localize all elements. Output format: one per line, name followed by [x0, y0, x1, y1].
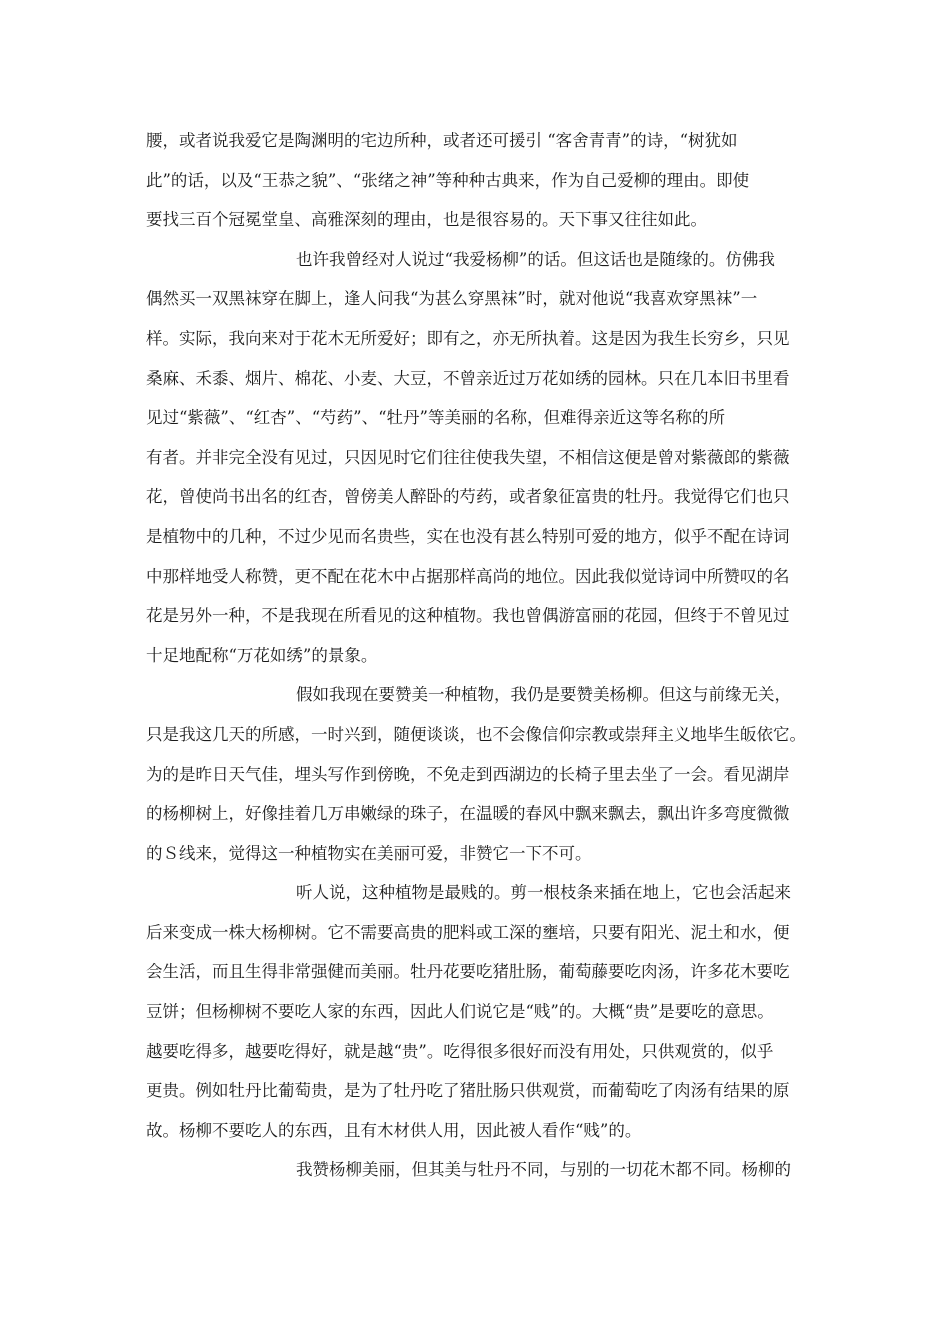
text-line: 会生活，而且生得非常强健而美丽。牡丹花要吃猪肚肠，葡萄藤要吃肉汤，许多花木要吃 [146, 962, 790, 982]
text-line: 的Ｓ线来，觉得这一种植物实在美丽可爱，非赞它一下不可。 [146, 843, 592, 863]
text-line: 要找三百个冠冕堂皇、高雅深刻的理由，也是很容易的。天下事又往往如此。 [146, 210, 707, 230]
text-line: 越要吃得多，越要吃得好，就是越“贵”。吃得很多很好而没有用处，只供观赏的，似乎 [146, 1041, 774, 1061]
text-line: 中那样地受人称赞，更不配在花木中占据那样高尚的地位。因此我似觉诗词中所赞叹的名 [146, 566, 790, 586]
text-line: 我赞杨柳美丽，但其美与牡丹不同，与别的一切花木都不同。杨柳的 [296, 1160, 791, 1180]
text-line: 偶然买一双黑袜穿在脚上，逢人问我“为甚么穿黑袜”时，就对他说“我喜欢穿黑袜”一 [146, 289, 758, 309]
text-line: 花，曾使尚书出名的红杏，曾傍美人醉卧的芍药，或者象征富贵的牡丹。我觉得它们也只 [146, 487, 790, 507]
text-line: 的杨柳树上，好像挂着几万串嫩绿的珠子，在温暖的春风中飘来飘去，飘出许多弯度微微 [146, 804, 790, 824]
text-line: 也许我曾经对人说过“我爱杨柳”的话。但这话也是随缘的。仿佛我 [296, 249, 775, 269]
body-text [146, 121, 818, 1190]
text-line: 样。实际，我向来对于花木无所爱好；即有之，亦无所执着。这是因为我生长穷乡，只见 [146, 328, 790, 348]
text-line: 腰，或者说我爱它是陶渊明的宅边所种，或者还可援引 “客舍青青”的诗，“树犹如 [146, 131, 738, 150]
text-line: 花是另外一种，不是我现在所看见的这种植物。我也曾偶游富丽的花园，但终于不曾见过 [146, 606, 790, 626]
text-line: 听人说，这种植物是最贱的。剪一根枝条来插在地上，它也会活起来 [296, 883, 791, 903]
text-line: 有者。并非完全没有见过，只因见时它们往往使我失望，不相信这便是曾对紫薇郎的紫薇 [146, 447, 790, 467]
text-line: 桑麻、禾黍、烟片、棉花、小麦、大豆，不曾亲近过万花如绣的园林。只在几本旧书里看 [146, 368, 790, 388]
text-line: 十足地配称“万花如绣”的景象。 [146, 645, 378, 665]
text-line: 假如我现在要赞美一种植物，我仍是要赞美杨柳。但这与前缘无关， [296, 685, 791, 705]
text-line: 故。杨柳不要吃人的东西，且有木材供人用，因此被人看作“贱”的。 [146, 1120, 642, 1140]
text-line: 此”的话，以及“王恭之貌”、“张绪之神”等种种古典来，作为自己爱柳的理由。即使 [146, 170, 750, 190]
text-line: 见过“紫薇”、“红杏”、“芍药”、“牡丹”等美丽的名称，但难得亲近这等名称的所 [146, 408, 725, 428]
text-line: 为的是昨日天气佳，埋头写作到傍晚，不免走到西湖边的长椅子里去坐了一会。看见湖岸 [146, 764, 790, 784]
text-line: 豆饼；但杨柳树不要吃人家的东西，因此人们说它是“贱”的。大概“贵”是要吃的意思。 [146, 1002, 774, 1022]
text-line: 更贵。例如牡丹比葡萄贵，是为了牡丹吃了猪肚肠只供观赏，而葡萄吃了肉汤有结果的原 [146, 1081, 790, 1101]
text-line: 只是我这几天的所感，一时兴到，随便谈谈，也不会像信仰宗教或崇拜主义地毕生皈依它。 [146, 724, 806, 744]
text-line: 是植物中的几种，不过少见而名贵些，实在也没有甚么特别可爱的地方，似乎不配在诗词 [146, 526, 790, 546]
text-line: 后来变成一株大杨柳树。它不需要高贵的肥料或工深的壅培，只要有阳光、泥土和水，便 [146, 922, 790, 942]
